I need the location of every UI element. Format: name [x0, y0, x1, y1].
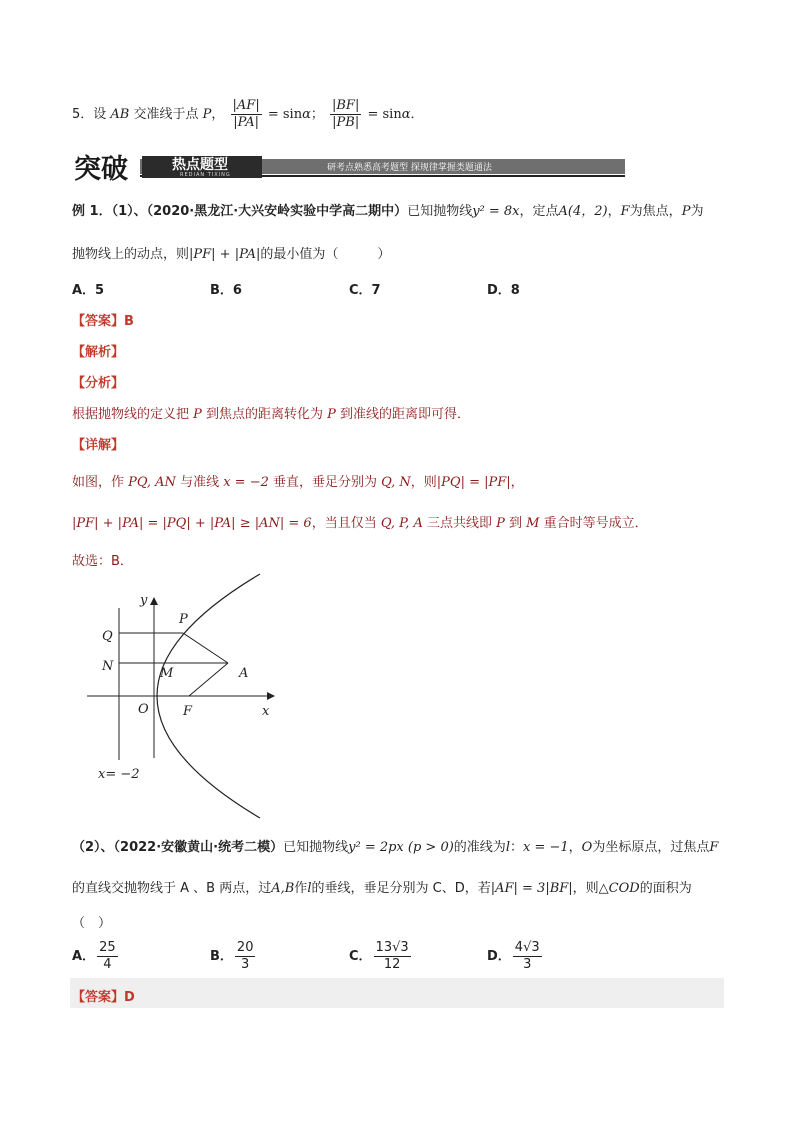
ex2-choice-d-den: 3 [523, 957, 532, 972]
ex2-text-e: 为坐标原点，过焦点 [592, 840, 710, 855]
segment-af [189, 663, 228, 696]
ex1-fenxi-label: 【分析】 [72, 376, 125, 391]
label-q: Q [102, 629, 113, 644]
ex1-detail2-a: ，当且仅当 [311, 516, 381, 531]
banner-title: 热点题型 [172, 157, 228, 173]
ex1-fenxi-p2: P [327, 407, 336, 422]
ex2-choice-d-frac [513, 940, 542, 973]
ex2-choice-d-letter: D． [487, 949, 511, 964]
item5-frac1-den: |PA| [233, 115, 259, 130]
ex2-choice-b-frac [235, 940, 256, 973]
section-banner [72, 152, 625, 182]
ex1-answer [72, 310, 134, 329]
ex1-line1 [72, 200, 703, 219]
item5-line [72, 98, 424, 131]
item5-ab: AB [110, 107, 130, 122]
ex2-choice-b-num: 20 [236, 940, 254, 955]
ex2-choice-c-letter: C． [349, 949, 372, 964]
ex1-p: P [681, 204, 691, 219]
item5-frac1-num: |AF| [232, 98, 260, 113]
ex1-detail1-eq: |PQ| = |PF| [436, 475, 511, 490]
ex2-choice-a-den: 4 [103, 957, 112, 972]
ex1-detail-label: 【详解】 [72, 438, 125, 453]
ex2-text-a: 已知抛物线 [283, 840, 349, 855]
ex1-detail1-c: 垂直，垂足分别为 [268, 475, 382, 490]
label-p: P [179, 612, 188, 627]
ex1-detail1-b: 与准线 [175, 475, 224, 490]
item5-eq1: = sin [263, 107, 303, 122]
ex2-x1: x = −1 [523, 840, 569, 855]
ex1-line2-expr: |PF| + |PA| [189, 247, 261, 262]
ex1-fenxi-a: 根据抛物线的定义把 [72, 407, 194, 422]
ex1-eq-parabola: y² = 8x [472, 204, 520, 219]
ex2-answer-highlight [70, 978, 724, 1008]
ex1-detail1-pq: PQ, AN [128, 475, 176, 490]
ex2-choice-a-frac [97, 940, 118, 973]
parabola-figure [82, 570, 282, 820]
ex2-choice-a-num: 25 [99, 940, 116, 955]
ex1-detail2-d: 重合时等号成立． [539, 516, 648, 531]
ex2-choice-d-num: 4√3 [514, 940, 540, 955]
ex2-answer-value: D [124, 990, 135, 1005]
item5-semicolon: ； [310, 107, 324, 122]
ex2-line2-e: 的面积为 [639, 881, 692, 896]
ex2-o: O [581, 840, 593, 855]
ex1-f: F [620, 204, 630, 219]
ex2-choice-b [210, 940, 257, 973]
ex2-line2-cod: COD [608, 881, 640, 896]
ex2-eq: y² = 2px (p > 0) [348, 840, 454, 855]
label-n: N [102, 659, 114, 674]
ex2-choice-c-den: 12 [383, 957, 401, 972]
item5-frac2 [330, 98, 361, 131]
ex1-analysis-label: 【解析】 [72, 345, 125, 360]
ex2-line3: （ ） [72, 916, 112, 931]
ex2-choice-b-den: 3 [241, 957, 250, 972]
ex2-line2-l: l [307, 881, 312, 896]
ex2-line2-d: ，则△ [572, 881, 609, 896]
item5-frac2-num: |BF| [332, 98, 360, 113]
label-x: x [262, 704, 270, 719]
ex1-detail-line2 [72, 512, 648, 531]
ex1-detail2-m: M [526, 516, 540, 531]
ex1-detail1-qn: Q, N [381, 475, 411, 490]
ex1-answer-label: 【答案】 [72, 314, 125, 329]
ex2-line2-a: 的直线交抛物线于 A 、B 两点，过 [72, 881, 272, 896]
ex1-line2 [72, 243, 390, 262]
ex1-detail2-p: P [496, 516, 505, 531]
item5-end: ． [410, 107, 424, 122]
ex1-fenxi-p1: P [193, 407, 202, 422]
ex1-line2-b: 的最小值为（ ） [260, 247, 391, 262]
item5-comma: ， [211, 107, 225, 122]
ex2-line2-c: 的垂线，垂足分别为 C、D，若 [311, 881, 491, 896]
ex2-choice-c-num: 13√3 [375, 940, 409, 955]
item5-eq2: = sin [363, 107, 402, 122]
ex1-detail2-eq: |PF| + |PA| = |PQ| + |PA| ≥ |AN| = 6 [72, 516, 312, 531]
ex2-choice-a [72, 940, 120, 973]
ex2-line2 [72, 877, 692, 896]
ex1-text-b: ，定点 [519, 204, 559, 219]
ex2-line2-ab: A,B [271, 881, 295, 896]
ex1-text-d: 为焦点， [629, 204, 682, 219]
banner-big-text: 突破 [74, 154, 128, 182]
item5-alpha1: α [302, 107, 311, 122]
ex2-choice-b-letter: B． [210, 949, 233, 964]
ex1-detail-line1 [72, 471, 524, 490]
ex1-choice-c: C．7 [349, 283, 381, 298]
ex1-fenxi-text [72, 403, 470, 422]
ex1-text-a: 已知抛物线 [407, 204, 473, 219]
ex2-l: l [505, 840, 510, 855]
banner-pinyin: REDIAN TIXING [180, 172, 231, 178]
ex1-text-c: ， [607, 204, 621, 219]
item5-mid: 交准线于点 [129, 107, 203, 122]
ex1-detail1-a: 如图，作 [72, 475, 129, 490]
ex1-label: 例 1．（1）、（2020·黑龙江·大兴安岭实验中学高二期中） [72, 204, 408, 219]
ex2-label: （2）、（2022·安徽黄山·统考二模） [72, 840, 284, 855]
item5-alpha2: α [401, 107, 411, 122]
ex2-line2-eq: |AF| = 3|BF| [490, 881, 573, 896]
ex2-answer [72, 986, 135, 1005]
ex2-line2-b: 作 [294, 881, 308, 896]
ex1-fenxi-c: 到准线的距离即可得． [335, 407, 471, 422]
segment-pa [183, 633, 228, 663]
ex1-detail2-b: 三点共线即 [422, 516, 497, 531]
ex1-detail2-c: 到 [504, 516, 527, 531]
label-a: A [239, 666, 249, 681]
item5-frac2-den: |PB| [332, 115, 360, 130]
ex1-point-a: A(4，2) [558, 204, 608, 219]
label-directrix: x= −2 [98, 767, 140, 782]
ex2-text-d: ， [568, 840, 582, 855]
ex2-choice-c [349, 940, 413, 973]
ex1-detail1-d: ，则 [410, 475, 437, 490]
ex1-choice-a: A．5 [72, 283, 105, 298]
ex2-answer-label: 【答案】 [72, 990, 125, 1005]
ex1-detail1-e: ， [510, 475, 524, 490]
ex2-choice-d [487, 940, 544, 973]
ex1-fenxi-b: 到焦点的距离转化为 [201, 407, 328, 422]
label-o: O [138, 702, 149, 717]
item5-frac1 [231, 98, 262, 131]
ex1-choice-d: D．8 [487, 283, 520, 298]
ex2-text-b: 的准线为 [453, 840, 506, 855]
ex2-choice-a-letter: A． [72, 949, 96, 964]
banner-slogan: 研考点熟悉高考题型 探规律掌握类题通法 [327, 163, 492, 173]
ex1-conclusion: 故选：B． [72, 554, 133, 569]
item5-p: P [202, 107, 212, 122]
label-m: M [160, 666, 174, 681]
ex2-line1 [72, 836, 718, 855]
ex1-text-e: 为 [690, 204, 704, 219]
label-f: F [183, 704, 193, 719]
ex1-detail1-x: x = −2 [223, 475, 269, 490]
ex1-line2-a: 抛物线上的动点，则 [72, 247, 190, 262]
label-y: y [140, 593, 148, 608]
ex2-choice-c-frac [374, 940, 411, 973]
item5-prefix: 5．设 [72, 107, 111, 122]
ex1-answer-value: B [124, 314, 134, 329]
ex1-choice-b: B．6 [210, 283, 242, 298]
ex2-text-c: ： [509, 840, 523, 855]
ex2-f: F [709, 840, 719, 855]
ex1-detail2-qpa: Q, P, A [380, 516, 423, 531]
